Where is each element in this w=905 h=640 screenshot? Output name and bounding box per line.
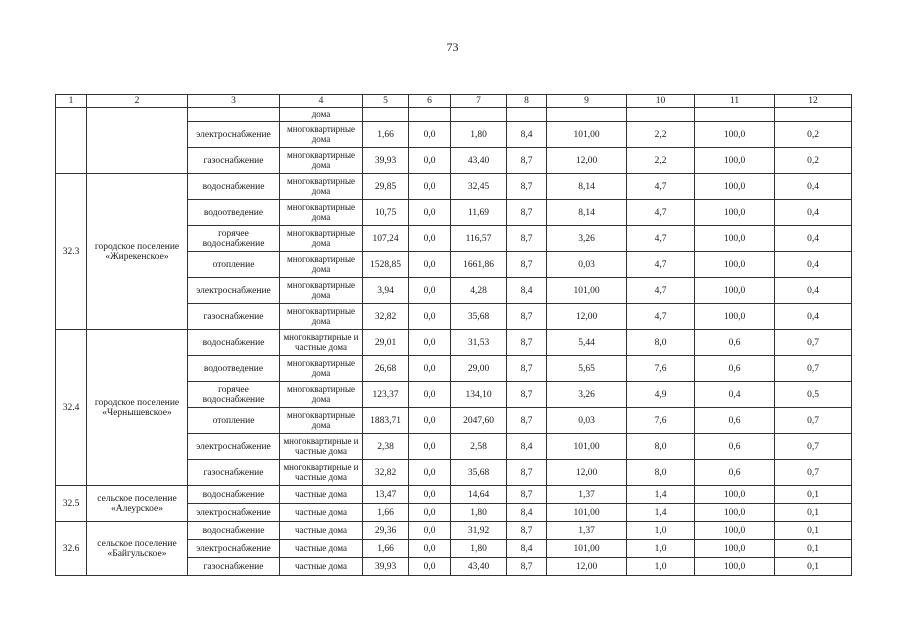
housing-type-cell: многоквартирные дома: [280, 148, 363, 174]
value-cell-col-12: 0,5: [775, 382, 852, 408]
settlement-name-cell: городское поселение «Чернышевское»: [87, 330, 188, 486]
value-cell-col-9: 12,00: [547, 148, 627, 174]
housing-type-cell: дома: [280, 108, 363, 122]
service-cell: горячее водоснабжение: [188, 226, 280, 252]
service-cell: водоснабжение: [188, 174, 280, 200]
value-cell-col-7: 35,68: [451, 460, 507, 486]
value-cell-col-7: 2,58: [451, 434, 507, 460]
value-cell-col-6: 0,0: [409, 434, 451, 460]
value-cell-col-7: 11,69: [451, 200, 507, 226]
value-cell: [409, 108, 451, 122]
service-cell: электроснабжение: [188, 278, 280, 304]
value-cell-col-12: 0,7: [775, 356, 852, 382]
service-cell: водоснабжение: [188, 330, 280, 356]
value-cell-col-5: 3,94: [363, 278, 409, 304]
service-cell: электроснабжение: [188, 122, 280, 148]
value-cell-col-11: 100,0: [695, 252, 775, 278]
housing-type-cell: многоквартирные и частные дома: [280, 460, 363, 486]
header-cell: 12: [775, 95, 852, 108]
value-cell-col-7: 31,92: [451, 522, 507, 540]
value-cell-col-5: 29,85: [363, 174, 409, 200]
value-cell-col-7: 32,45: [451, 174, 507, 200]
settlement-code-cell: 32.3: [56, 174, 87, 330]
value-cell-col-12: 0,7: [775, 408, 852, 434]
value-cell: [363, 108, 409, 122]
value-cell: [627, 108, 695, 122]
value-cell-col-10: 8,0: [627, 330, 695, 356]
value-cell-col-5: 29,36: [363, 522, 409, 540]
value-cell-col-8: 8,7: [507, 408, 547, 434]
page-number: 73: [446, 40, 459, 54]
value-cell-col-8: 8,4: [507, 278, 547, 304]
value-cell-col-11: 100,0: [695, 278, 775, 304]
value-cell-col-10: 1,0: [627, 540, 695, 558]
value-cell-col-9: 1,37: [547, 486, 627, 504]
value-cell-col-11: 100,0: [695, 522, 775, 540]
value-cell-col-7: 1,80: [451, 122, 507, 148]
header-cell: 9: [547, 95, 627, 108]
value-cell-col-6: 0,0: [409, 174, 451, 200]
value-cell-col-8: 8,7: [507, 522, 547, 540]
service-cell: водоотведение: [188, 200, 280, 226]
value-cell-col-12: 0,1: [775, 540, 852, 558]
data-table: [55, 94, 852, 576]
housing-type-cell: частные дома: [280, 522, 363, 540]
value-cell-col-6: 0,0: [409, 330, 451, 356]
service-cell: газоснабжение: [188, 304, 280, 330]
value-cell-col-9: 8,14: [547, 174, 627, 200]
continuation-row: [56, 108, 852, 122]
service-cell: газоснабжение: [188, 558, 280, 576]
value-cell-col-9: 101,00: [547, 278, 627, 304]
value-cell-col-7: 35,68: [451, 304, 507, 330]
value-cell-col-5: 1,66: [363, 122, 409, 148]
value-cell-col-8: 8,7: [507, 252, 547, 278]
settlement-code-cell: 32.6: [56, 522, 87, 576]
value-cell-col-6: 0,0: [409, 148, 451, 174]
header-cell: 6: [409, 95, 451, 108]
value-cell-col-8: 8,4: [507, 122, 547, 148]
value-cell-col-6: 0,0: [409, 382, 451, 408]
housing-type-cell: частные дома: [280, 504, 363, 522]
value-cell-col-6: 0,0: [409, 540, 451, 558]
value-cell-col-10: 1,0: [627, 522, 695, 540]
settlement-name-cell: сельское поселение «Байгульское»: [87, 522, 188, 576]
value-cell-col-12: 0,4: [775, 252, 852, 278]
value-cell-col-10: 7,6: [627, 408, 695, 434]
value-cell-col-12: 0,4: [775, 226, 852, 252]
value-cell-col-10: 1,4: [627, 486, 695, 504]
value-cell-col-10: 4,7: [627, 252, 695, 278]
value-cell-col-5: 32,82: [363, 304, 409, 330]
value-cell-col-12: 0,4: [775, 200, 852, 226]
settlement-code-cell: 32.5: [56, 486, 87, 522]
value-cell-col-9: 12,00: [547, 460, 627, 486]
value-cell-col-10: 8,0: [627, 460, 695, 486]
value-cell-col-6: 0,0: [409, 558, 451, 576]
value-cell-col-8: 8,7: [507, 226, 547, 252]
value-cell-col-6: 0,0: [409, 504, 451, 522]
value-cell-col-5: 13,47: [363, 486, 409, 504]
service-cell: водоснабжение: [188, 486, 280, 504]
value-cell-col-9: 12,00: [547, 558, 627, 576]
value-cell-col-11: 100,0: [695, 226, 775, 252]
value-cell-col-9: 8,14: [547, 200, 627, 226]
service-cell: водоснабжение: [188, 522, 280, 540]
settlement-name-cell: сельское поселение «Алеурское»: [87, 486, 188, 522]
header-cell: 5: [363, 95, 409, 108]
service-cell: электроснабжение: [188, 504, 280, 522]
value-cell-col-8: 8,7: [507, 174, 547, 200]
value-cell-col-10: 2,2: [627, 148, 695, 174]
housing-type-cell: частные дома: [280, 486, 363, 504]
value-cell-col-11: 0,6: [695, 408, 775, 434]
value-cell-col-11: 0,6: [695, 434, 775, 460]
value-cell-col-10: 4,7: [627, 226, 695, 252]
value-cell-col-8: 8,7: [507, 200, 547, 226]
value-cell-col-9: 101,00: [547, 504, 627, 522]
value-cell-col-12: 0,1: [775, 558, 852, 576]
value-cell-col-10: 4,7: [627, 174, 695, 200]
value-cell-col-11: 100,0: [695, 304, 775, 330]
housing-type-cell: многоквартирные дома: [280, 174, 363, 200]
value-cell-col-9: 0,03: [547, 408, 627, 434]
value-cell-col-5: 1,66: [363, 504, 409, 522]
header-row: [56, 95, 852, 108]
value-cell-col-11: 100,0: [695, 486, 775, 504]
value-cell-col-8: 8,7: [507, 304, 547, 330]
value-cell-col-6: 0,0: [409, 486, 451, 504]
value-cell-col-9: 5,44: [547, 330, 627, 356]
value-cell-col-8: 8,7: [507, 330, 547, 356]
housing-type-cell: многоквартирные дома: [280, 200, 363, 226]
value-cell-col-12: 0,4: [775, 304, 852, 330]
value-cell-col-6: 0,0: [409, 278, 451, 304]
value-cell-col-8: 8,7: [507, 558, 547, 576]
value-cell-col-5: 2,38: [363, 434, 409, 460]
value-cell-col-10: 1,4: [627, 504, 695, 522]
value-cell-col-10: 4,7: [627, 200, 695, 226]
table-row: [56, 486, 852, 504]
value-cell-col-10: 4,9: [627, 382, 695, 408]
value-cell-col-12: 0,1: [775, 522, 852, 540]
value-cell-col-6: 0,0: [409, 226, 451, 252]
value-cell-col-7: 1,80: [451, 504, 507, 522]
value-cell-col-8: 8,7: [507, 486, 547, 504]
service-cell: горячее водоснабжение: [188, 382, 280, 408]
value-cell-col-5: 10,75: [363, 200, 409, 226]
value-cell-col-9: 3,26: [547, 226, 627, 252]
value-cell-col-8: 8,7: [507, 356, 547, 382]
housing-type-cell: частные дома: [280, 540, 363, 558]
value-cell-col-5: 29,01: [363, 330, 409, 356]
service-cell: отопление: [188, 252, 280, 278]
table-body: [56, 95, 852, 576]
value-cell-col-9: 12,00: [547, 304, 627, 330]
value-cell-col-12: 0,1: [775, 486, 852, 504]
value-cell-col-9: 101,00: [547, 434, 627, 460]
value-cell-col-11: 0,4: [695, 382, 775, 408]
value-cell-col-12: 0,7: [775, 330, 852, 356]
table-row: [56, 522, 852, 540]
housing-type-cell: многоквартирные дома: [280, 382, 363, 408]
value-cell-col-9: 101,00: [547, 540, 627, 558]
service-cell: водоотведение: [188, 356, 280, 382]
value-cell-col-10: 4,7: [627, 304, 695, 330]
value-cell-col-11: 100,0: [695, 148, 775, 174]
value-cell-col-10: 8,0: [627, 434, 695, 460]
value-cell-col-11: 100,0: [695, 200, 775, 226]
value-cell-col-9: 101,00: [547, 122, 627, 148]
value-cell-col-8: 8,4: [507, 540, 547, 558]
value-cell-col-8: 8,7: [507, 382, 547, 408]
value-cell-col-12: 0,4: [775, 174, 852, 200]
settlement-name-cell: городское поселение «Жирекенское»: [87, 174, 188, 330]
value-cell-col-8: 8,4: [507, 434, 547, 460]
value-cell-col-6: 0,0: [409, 522, 451, 540]
value-cell-col-11: 100,0: [695, 122, 775, 148]
value-cell-col-6: 0,0: [409, 408, 451, 434]
housing-type-cell: многоквартирные дома: [280, 278, 363, 304]
value-cell-col-5: 1883,71: [363, 408, 409, 434]
value-cell-col-7: 134,10: [451, 382, 507, 408]
value-cell-col-11: 100,0: [695, 174, 775, 200]
value-cell-col-10: 2,2: [627, 122, 695, 148]
service-cell: электроснабжение: [188, 540, 280, 558]
settlement-code-cell: 32.4: [56, 330, 87, 486]
value-cell-col-6: 0,0: [409, 460, 451, 486]
value-cell-col-5: 39,93: [363, 558, 409, 576]
settlement-code-cell: [56, 108, 87, 174]
value-cell: [695, 108, 775, 122]
value-cell-col-8: 8,7: [507, 460, 547, 486]
service-cell: газоснабжение: [188, 460, 280, 486]
value-cell: [451, 108, 507, 122]
housing-type-cell: многоквартирные дома: [280, 252, 363, 278]
housing-type-cell: многоквартирные дома: [280, 408, 363, 434]
value-cell-col-10: 1,0: [627, 558, 695, 576]
table-row: [56, 174, 852, 200]
settlement-name-cell: [87, 108, 188, 174]
housing-type-cell: многоквартирные дома: [280, 304, 363, 330]
value-cell-col-5: 107,24: [363, 226, 409, 252]
value-cell-col-5: 39,93: [363, 148, 409, 174]
header-cell: 1: [56, 95, 87, 108]
value-cell-col-11: 0,6: [695, 356, 775, 382]
value-cell-col-9: 0,03: [547, 252, 627, 278]
value-cell-col-11: 100,0: [695, 504, 775, 522]
value-cell-col-6: 0,0: [409, 200, 451, 226]
value-cell-col-7: 2047,60: [451, 408, 507, 434]
value-cell-col-12: 0,2: [775, 122, 852, 148]
header-cell: 2: [87, 95, 188, 108]
value-cell-col-7: 43,40: [451, 148, 507, 174]
table-row: [56, 330, 852, 356]
housing-type-cell: многоквартирные дома: [280, 226, 363, 252]
value-cell-col-6: 0,0: [409, 122, 451, 148]
value-cell-col-8: 8,4: [507, 504, 547, 522]
value-cell: [547, 108, 627, 122]
value-cell-col-5: 1528,85: [363, 252, 409, 278]
value-cell-col-9: 5,65: [547, 356, 627, 382]
value-cell-col-7: 116,57: [451, 226, 507, 252]
value-cell-col-12: 0,1: [775, 504, 852, 522]
value-cell-col-7: 4,28: [451, 278, 507, 304]
value-cell-col-11: 0,6: [695, 460, 775, 486]
housing-type-cell: частные дома: [280, 558, 363, 576]
value-cell-col-7: 1,80: [451, 540, 507, 558]
value-cell-col-7: 1661,86: [451, 252, 507, 278]
value-cell-col-5: 26,68: [363, 356, 409, 382]
header-cell: 8: [507, 95, 547, 108]
value-cell-col-7: 43,40: [451, 558, 507, 576]
housing-type-cell: многоквартирные дома: [280, 122, 363, 148]
value-cell: [507, 108, 547, 122]
value-cell-col-7: 14,64: [451, 486, 507, 504]
value-cell-col-11: 100,0: [695, 558, 775, 576]
header-cell: 3: [188, 95, 280, 108]
value-cell-col-12: 0,7: [775, 434, 852, 460]
header-cell: 10: [627, 95, 695, 108]
value-cell-col-7: 29,00: [451, 356, 507, 382]
housing-type-cell: многоквартирные и частные дома: [280, 330, 363, 356]
header-cell: 4: [280, 95, 363, 108]
value-cell-col-9: 1,37: [547, 522, 627, 540]
value-cell-col-8: 8,7: [507, 148, 547, 174]
header-cell: 7: [451, 95, 507, 108]
value-cell-col-12: 0,7: [775, 460, 852, 486]
service-cell: электроснабжение: [188, 434, 280, 460]
value-cell-col-5: 1,66: [363, 540, 409, 558]
value-cell-col-6: 0,0: [409, 304, 451, 330]
service-cell: газоснабжение: [188, 148, 280, 174]
value-cell-col-6: 0,0: [409, 252, 451, 278]
value-cell-col-10: 7,6: [627, 356, 695, 382]
value-cell-col-5: 123,37: [363, 382, 409, 408]
value-cell-col-5: 32,82: [363, 460, 409, 486]
service-cell: [188, 108, 280, 122]
value-cell: [775, 108, 852, 122]
value-cell-col-9: 3,26: [547, 382, 627, 408]
value-cell-col-10: 4,7: [627, 278, 695, 304]
housing-type-cell: многоквартирные дома: [280, 356, 363, 382]
value-cell-col-6: 0,0: [409, 356, 451, 382]
header-cell: 11: [695, 95, 775, 108]
value-cell-col-12: 0,4: [775, 278, 852, 304]
housing-type-cell: многоквартирные и частные дома: [280, 434, 363, 460]
value-cell-col-7: 31,53: [451, 330, 507, 356]
value-cell-col-11: 0,6: [695, 330, 775, 356]
service-cell: отопление: [188, 408, 280, 434]
value-cell-col-11: 100,0: [695, 540, 775, 558]
value-cell-col-12: 0,2: [775, 148, 852, 174]
